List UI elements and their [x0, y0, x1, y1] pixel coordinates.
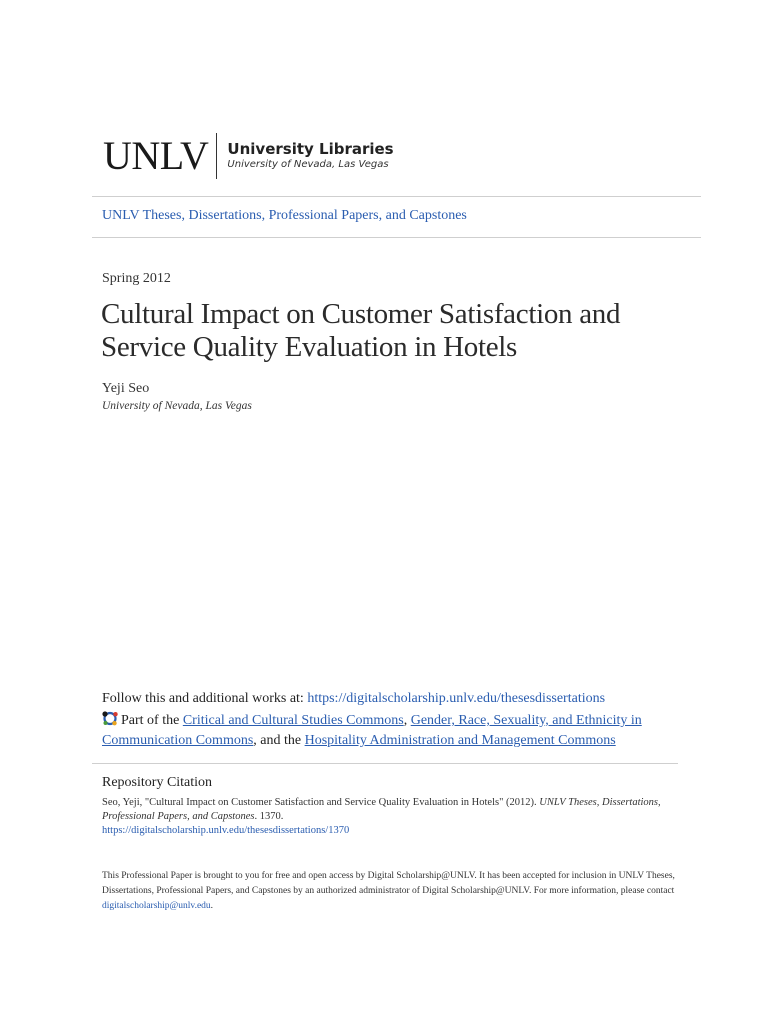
- hospitality-admin-link[interactable]: Hospitality Administration and Management Commons: [304, 733, 616, 748]
- collection-url-link[interactable]: https://digitalscholarship.unlv.edu/thesesdissertations: [307, 691, 606, 706]
- unlv-libraries-logo: [103, 132, 394, 180]
- footer-text: This Professional Paper is brought to you for free and open access by Digital Scholarship@UNLV. It has been accepted for inclusion in UNLV Theses, Dissertations, Professional Papers, and Capstones by an authorized administrator of Digital Scholarship@UNLV. For more information, please contact: [102, 871, 675, 896]
- logo-text-block: [227, 140, 393, 172]
- part-of-prefix: Part of the: [121, 713, 183, 728]
- footer-end: .: [210, 901, 214, 911]
- citation-url-link[interactable]: https://digitalscholarship.unlv.edu/thesesdissertations/1370: [102, 825, 350, 836]
- citation-heading: Repository Citation: [102, 775, 213, 790]
- citation-series: UNLV Theses, Dissertations, Professional Papers, and Capstones: [102, 797, 661, 822]
- series-link[interactable]: UNLV Theses, Dissertations, Professional Papers, and Capstones: [102, 208, 467, 223]
- document-title: Cultural Impact on Customer Satisfaction and Service Quality Evaluation in Hotels: [101, 298, 621, 363]
- citation-body: [102, 796, 672, 838]
- divider-series: [92, 237, 701, 238]
- divider-top: [92, 196, 701, 197]
- logo-wordmark: UNLV: [103, 133, 209, 178]
- part-of-line: [102, 711, 682, 751]
- network-icon: [102, 711, 119, 726]
- gender-race-link[interactable]: Gender, Race, Sexuality, and Ethnicity in Communication Commons: [102, 713, 642, 748]
- logo-subtitle: University of Nevada, Las Vegas: [227, 159, 389, 170]
- contact-email-link[interactable]: digitalscholarship@unlv.edu: [102, 901, 211, 911]
- divider-citation: [92, 763, 678, 764]
- part-of-sep2: , and the: [253, 733, 305, 748]
- critical-cultural-studies-link[interactable]: Critical and Cultural Studies Commons: [182, 713, 404, 728]
- citation-text: Seo, Yeji, "Cultural Impact on Customer Satisfaction and Service Quality Evaluation in Hotels" (2012).: [102, 797, 540, 808]
- part-of-sep1: ,: [403, 713, 411, 728]
- logo-divider: [216, 133, 217, 179]
- author-affiliation: University of Nevada, Las Vegas: [102, 400, 252, 412]
- footer-notice: [102, 869, 702, 914]
- publication-date: Spring 2012: [102, 271, 171, 286]
- follow-line: [102, 689, 692, 709]
- follow-prefix: Follow this and additional works at:: [102, 691, 308, 706]
- logo-title: University Libraries: [227, 140, 394, 158]
- author-name: Yeji Seo: [102, 381, 150, 396]
- citation-number: . 1370.: [254, 811, 284, 822]
